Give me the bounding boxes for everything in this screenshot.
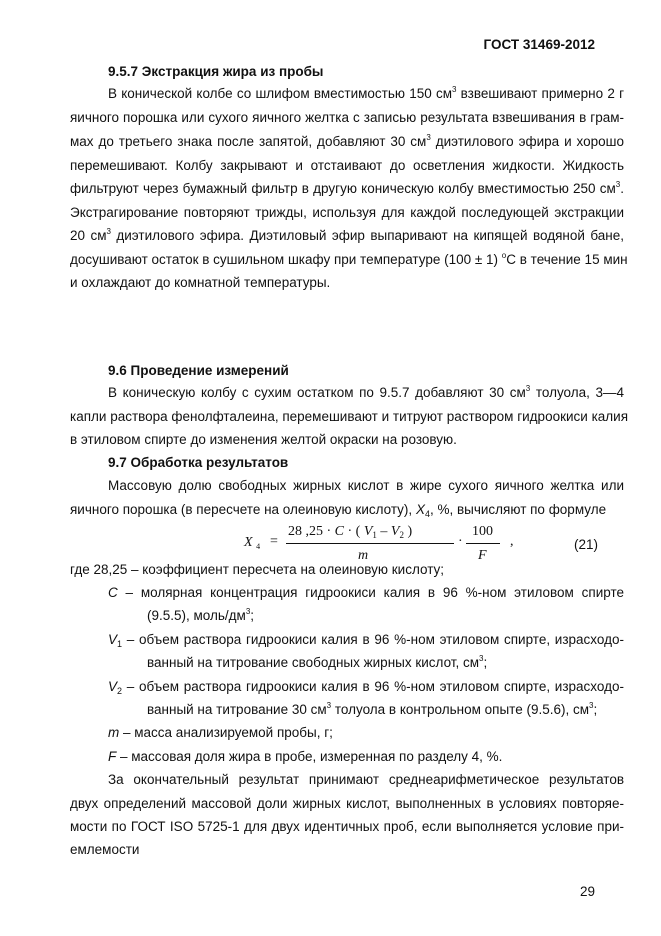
equation-number: (21) (573, 537, 598, 552)
paragraph-line: Массовую долю свободных жирных кислот в жире сухого яичного желтка или (108, 478, 624, 493)
definition-line: $V_1$ – объем раствора гидроокиси калия в 96 %-ном этиловом спирте, израсходо- (108, 632, 624, 649)
fraction-bar (286, 543, 454, 544)
page-number: 29 (579, 884, 595, 899)
definition-line: где 28,25 – коэффициент пересчета на олеиновую кислоту; (70, 562, 445, 577)
definition-line: F – массовая доля жира в пробе, измеренная по разделу 4, %. (108, 749, 503, 764)
definition-line: C – молярная концентрация гидроокиси калия в 96 %-ном этиловом спирте (108, 585, 624, 600)
paragraph-line: фильтруют через бумажный фильтр в другую коническую колбу вместимостью 250 $см^3$. (70, 180, 624, 196)
formula-comma: , (510, 534, 514, 549)
formula-multiply: · (458, 534, 463, 549)
formula-denominator-f: F (478, 548, 487, 563)
section-title-9-6: 9.6 Проведение измерений (108, 363, 289, 378)
definition-line: ванный на титрование свободных жирных кислот, $см^3$; (147, 654, 488, 670)
definition-line: (9.5.5), моль/$дм^3$; (147, 607, 255, 623)
paragraph-line: досушивают остаток в сушильном шкафу при температуре (100 ± 1) $^o$C в течение 15 мин (70, 251, 628, 267)
paragraph-line: двух определений массовой доли жирных кислот, выполненных в условиях повторяе- (70, 796, 624, 811)
formula-21 (240, 521, 540, 565)
definition-line: $V_2$ – объем раствора гидроокиси калия в 96 %-ном этиловом спирте, израсходо- (108, 679, 624, 696)
formula-equals: = (270, 534, 278, 549)
paragraph-line: За окончательный результат принимают среднеарифметическое результатов (108, 772, 624, 787)
paragraph-line: мах до третьего знака после запятой, добавляют 30 $см^3$ диэтилового эфира и хорошо (70, 133, 624, 149)
paragraph-line: емлемости (70, 842, 140, 857)
formula-lhs: X $_4$ (244, 535, 261, 551)
paragraph-line: В коническую колбу с сухим остатком по 9.5.7 добавляют 30 $см^3$ толуола, 3—4 (108, 384, 624, 400)
formula-denominator: m (358, 548, 369, 563)
section-title-9-7: 9.7 Обработка результатов (108, 455, 289, 470)
definition-line: ванный на титрование 30 $см^3$ толуола в контрольном опыте (9.5.6), $см^3$; (147, 701, 598, 717)
paragraph-line: яичного порошка (в пересчете на олеиновую кислоту), $X_4$, %, вычисляют по формуле (70, 502, 607, 519)
paragraph-line: в этиловом спирте до изменения желтой окраски на розовую. (70, 432, 457, 447)
paragraph-line: капли раствора фенолфталеина, перемешивают и титруют раствором гидроокиси калия (70, 409, 629, 424)
paragraph-line: Экстрагирование повторяют трижды, используя для каждой последующей экстракции (70, 205, 624, 220)
paragraph-line: яичного порошка или сухого яичного желтка с записью результата взвешивания в грам- (70, 110, 624, 125)
fraction-bar (466, 543, 500, 544)
paragraph-line: перемешивают. Колбу закрывают и отстаивают до осветления жидкости. Жидкость (70, 158, 624, 173)
standard-header: ГОСТ 31469-2012 (483, 37, 595, 52)
paragraph-line: 20 $см^3$ диэтилового эфира. Диэтиловый эфир выпаривают на кипящей водяной бане, (70, 227, 624, 243)
paragraph-line: и охлаждают до комнатной температуры. (70, 275, 331, 290)
formula-hundred: 100 (472, 524, 493, 539)
definition-line: m – масса анализируемой пробы, г; (108, 725, 333, 740)
paragraph-line: мости по ГОСТ ISO 5725-1 для двух идентичных проб, если выполняется условие при- (70, 819, 624, 834)
formula-numerator: 28 ,25 · C · ( $V_1 - V_2$ ) (288, 524, 413, 540)
paragraph-line: В конической колбе со шлифом вместимостью 150 $см^3$ взвешивают примерно 2 г (108, 85, 624, 101)
section-title-9-5-7: 9.5.7 Экстракция жира из пробы (108, 64, 324, 79)
